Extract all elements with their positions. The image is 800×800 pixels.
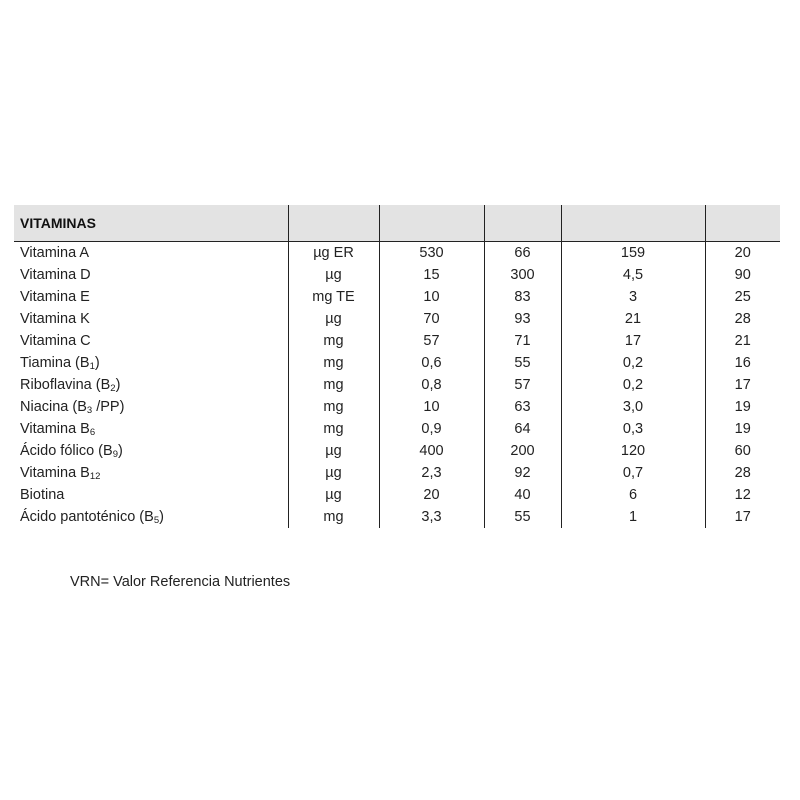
vitamin-name-cell bbox=[14, 242, 288, 265]
vitamin-name: Vitamina A bbox=[20, 245, 90, 261]
value-cell-2: 93 bbox=[484, 308, 561, 330]
vitamin-name-cell bbox=[14, 286, 288, 308]
table-row bbox=[14, 352, 780, 374]
value-cell-2: 55 bbox=[484, 506, 561, 528]
table-row bbox=[14, 330, 780, 352]
vitamin-name: Vitamina D bbox=[20, 267, 91, 283]
value-cell-4: 60 bbox=[705, 440, 780, 462]
unit-cell: mg bbox=[288, 330, 379, 352]
value-cell-4: 17 bbox=[705, 506, 780, 528]
value-cell-3: 0,2 bbox=[561, 374, 705, 396]
header-col-4 bbox=[561, 205, 705, 242]
unit-cell: µg bbox=[288, 462, 379, 484]
value-cell-2: 63 bbox=[484, 396, 561, 418]
vitamins-table-container bbox=[14, 205, 780, 528]
vitamin-name-cell bbox=[14, 440, 288, 462]
vitamin-name: Vitamina C bbox=[20, 333, 91, 349]
vitamin-subscript: 2 bbox=[110, 383, 116, 394]
vitamin-name-suffix: ) bbox=[115, 377, 121, 393]
table-row bbox=[14, 418, 780, 440]
value-cell-3: 4,5 bbox=[561, 264, 705, 286]
vitamin-subscript: 5 bbox=[153, 515, 160, 526]
value-cell-3: 1 bbox=[561, 506, 705, 528]
vitamin-subscript: 12 bbox=[89, 471, 101, 482]
value-cell-1: 0,6 bbox=[379, 352, 484, 374]
value-cell-2: 66 bbox=[484, 242, 561, 265]
value-cell-3: 21 bbox=[561, 308, 705, 330]
table-row bbox=[14, 264, 780, 286]
value-cell-2: 83 bbox=[484, 286, 561, 308]
vitamin-name-suffix: ) bbox=[159, 509, 164, 525]
vitamin-subscript: 6 bbox=[89, 427, 96, 438]
header-unit bbox=[288, 205, 379, 242]
value-cell-1: 20 bbox=[379, 484, 484, 506]
value-cell-3: 17 bbox=[561, 330, 705, 352]
value-cell-3: 120 bbox=[561, 440, 705, 462]
vitamin-subscript: 9 bbox=[112, 449, 118, 460]
vitamin-name-cell bbox=[14, 506, 288, 528]
value-cell-4: 28 bbox=[705, 308, 780, 330]
value-cell-3: 0,7 bbox=[561, 462, 705, 484]
vitamin-name-cell bbox=[14, 264, 288, 286]
vitamins-table bbox=[14, 205, 780, 528]
vitamin-name-cell bbox=[14, 374, 288, 396]
unit-cell: mg bbox=[288, 374, 379, 396]
unit-cell: mg bbox=[288, 396, 379, 418]
value-cell-2: 200 bbox=[484, 440, 561, 462]
vitamin-name: Vitamina E bbox=[20, 289, 90, 305]
table-row bbox=[14, 440, 780, 462]
vitamin-name: Ácido pantoténico (B bbox=[20, 509, 154, 525]
value-cell-1: 10 bbox=[379, 286, 484, 308]
table-row bbox=[14, 286, 780, 308]
vitamin-name: Biotina bbox=[20, 487, 65, 503]
value-cell-3: 6 bbox=[561, 484, 705, 506]
unit-cell: mg bbox=[288, 352, 379, 374]
vitamin-subscript: 3 bbox=[86, 405, 93, 416]
value-cell-1: 530 bbox=[379, 242, 484, 265]
vitamin-name-cell bbox=[14, 484, 288, 506]
vitamin-name: Vitamina B bbox=[20, 421, 90, 437]
footnote-vrn: VRN= Valor Referencia Nutrientes bbox=[70, 574, 291, 590]
table-row bbox=[14, 308, 780, 330]
value-cell-1: 70 bbox=[379, 308, 484, 330]
vitamin-name-cell bbox=[14, 308, 288, 330]
vitamin-name: Ácido fólico (B bbox=[20, 443, 113, 459]
header-vitaminas: VITAMINAS bbox=[14, 205, 288, 242]
vitamin-name-suffix: ) bbox=[94, 355, 100, 371]
value-cell-3: 3,0 bbox=[561, 396, 705, 418]
vitamin-name-suffix: /PP) bbox=[92, 399, 125, 415]
value-cell-4: 19 bbox=[705, 418, 780, 440]
vitamin-name-cell bbox=[14, 418, 288, 440]
value-cell-4: 17 bbox=[705, 374, 780, 396]
value-cell-1: 57 bbox=[379, 330, 484, 352]
vitamin-name-cell bbox=[14, 352, 288, 374]
value-cell-4: 25 bbox=[705, 286, 780, 308]
value-cell-4: 12 bbox=[705, 484, 780, 506]
table-row bbox=[14, 242, 780, 265]
unit-cell: µg bbox=[288, 308, 379, 330]
value-cell-2: 64 bbox=[484, 418, 561, 440]
value-cell-2: 57 bbox=[484, 374, 561, 396]
value-cell-3: 0,2 bbox=[561, 352, 705, 374]
header-col-2 bbox=[379, 205, 484, 242]
table-row bbox=[14, 484, 780, 506]
value-cell-4: 90 bbox=[705, 264, 780, 286]
value-cell-2: 300 bbox=[484, 264, 561, 286]
value-cell-3: 3 bbox=[561, 286, 705, 308]
value-cell-2: 92 bbox=[484, 462, 561, 484]
vitamin-name-cell bbox=[14, 462, 288, 484]
table-row bbox=[14, 374, 780, 396]
vitamin-name: Niacina (B bbox=[20, 399, 87, 415]
vitamin-name: Vitamina B bbox=[20, 465, 90, 481]
value-cell-4: 19 bbox=[705, 396, 780, 418]
value-cell-4: 16 bbox=[705, 352, 780, 374]
value-cell-3: 159 bbox=[561, 242, 705, 265]
value-cell-4: 20 bbox=[705, 242, 780, 265]
table-header-row bbox=[14, 205, 780, 242]
value-cell-1: 0,8 bbox=[379, 374, 484, 396]
vitamin-subscript: 1 bbox=[89, 361, 95, 372]
value-cell-2: 55 bbox=[484, 352, 561, 374]
vitamin-name-suffix: ) bbox=[117, 443, 123, 459]
unit-cell: mg bbox=[288, 418, 379, 440]
table-row bbox=[14, 462, 780, 484]
vitamins-table-body bbox=[14, 242, 780, 529]
unit-cell: µg bbox=[288, 484, 379, 506]
unit-cell: µg ER bbox=[288, 242, 379, 265]
unit-cell: mg TE bbox=[288, 286, 379, 308]
value-cell-2: 40 bbox=[484, 484, 561, 506]
value-cell-1: 15 bbox=[379, 264, 484, 286]
value-cell-1: 3,3 bbox=[379, 506, 484, 528]
table-row bbox=[14, 396, 780, 418]
value-cell-1: 10 bbox=[379, 396, 484, 418]
value-cell-1: 400 bbox=[379, 440, 484, 462]
unit-cell: µg bbox=[288, 440, 379, 462]
value-cell-4: 28 bbox=[705, 462, 780, 484]
value-cell-2: 71 bbox=[484, 330, 561, 352]
header-col-5 bbox=[705, 205, 780, 242]
value-cell-3: 0,3 bbox=[561, 418, 705, 440]
value-cell-4: 21 bbox=[705, 330, 780, 352]
unit-cell: µg bbox=[288, 264, 379, 286]
header-col-3 bbox=[484, 205, 561, 242]
unit-cell: mg bbox=[288, 506, 379, 528]
vitamin-name-cell bbox=[14, 330, 288, 352]
vitamin-name-cell bbox=[14, 396, 288, 418]
value-cell-1: 2,3 bbox=[379, 462, 484, 484]
value-cell-1: 0,9 bbox=[379, 418, 484, 440]
vitamin-name: Riboflavina (B bbox=[20, 377, 111, 393]
vitamin-name: Tiamina (B bbox=[20, 355, 90, 371]
vitamin-name: Vitamina K bbox=[20, 311, 90, 327]
table-row bbox=[14, 506, 780, 528]
